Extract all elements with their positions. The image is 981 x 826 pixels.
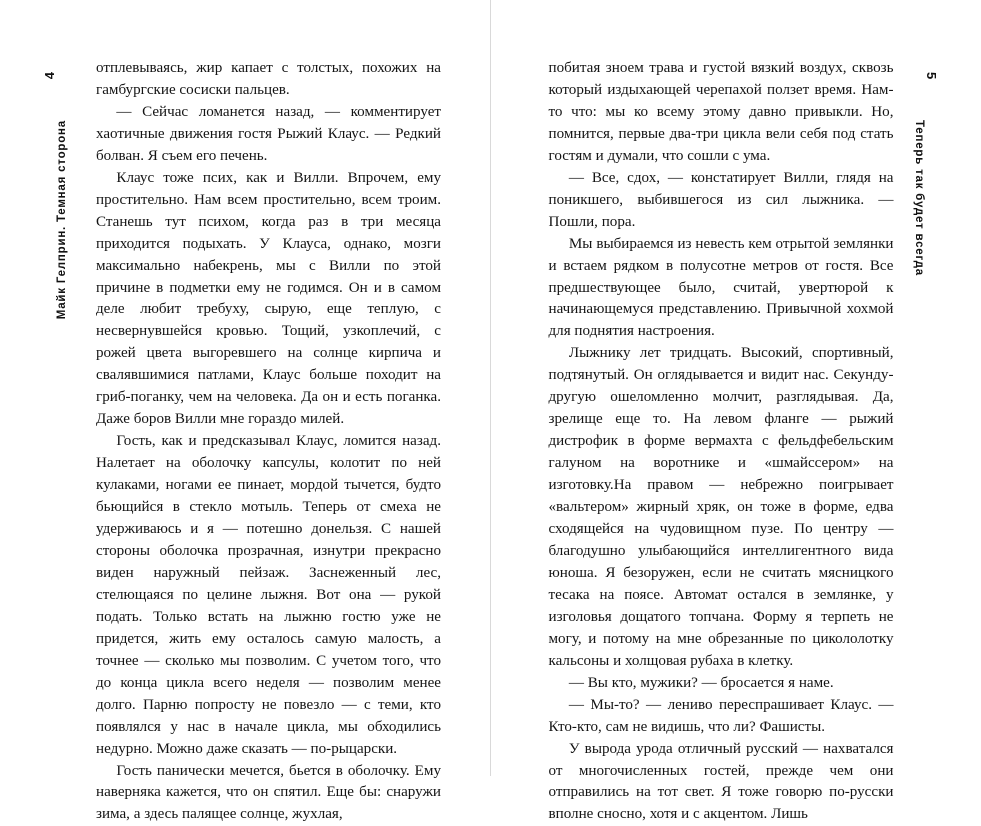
paragraph: — Мы-то? — лениво переспрашивает Клаус. — Кто-кто, сам не видишь, что ли? Фашисты.	[549, 695, 894, 739]
running-head-right	[899, 0, 939, 776]
page-right	[491, 0, 981, 776]
paragraph: — Все, сдох, — констатирует Вилли, глядя на поникшего, выбившегося из сил лыжника. — Пошли, пора.	[549, 168, 894, 234]
paragraph: — Вы кто, мужики? — бросается я наме.	[549, 673, 894, 695]
paragraph: Клаус тоже псих, как и Вилли. Впрочем, ему простительно. Нам всем простительно, всем троим. Станешь тут психом, когда раз в три месяца приходится подыхать. У Клауса, однако, мозги максимально набекрень, мы с Вилли по этой причине в подметки ему не годимся. Он и в самом деле любит требуху, сырую, еще теплую, с несвернувшейся кровью. Тощий, узкоплечий, с рожей цвета выгоревшего на солнце кирпича и свалявшимися патлами, Клаус больше походит на гриб-поганку, чем на человека. Да он и есть поганка. Даже боров Вилли мне гораздо милей.	[96, 168, 441, 431]
paragraph: отплевываясь, жир капает с толстых, похожих на гамбургские сосиски пальцев.	[96, 58, 441, 102]
paragraph: Гость, как и предсказывал Клаус, ломится назад. Налетает на оболочку капсулы, колотит по ней кулаками, ногами ее пинает, мордой тычется, будто бьющийся в стекло мотыль. Теперь от смеха не удерживаюсь и я — потешно донельзя. С нашей стороны оболочка прозрачная, изнутри прекрасно виден наружный пейзаж. Заснеженный лес, стелющаяся по целине лыжня. Вот она — рукой подать. Только встать на лыжню гостю уже не придется, жить ему осталось самую малость, а точнее — сколько мы позволим. С учетом того, что до конца цикла всего неделя — позволим менее долго. Парню попросту не повезло — с теми, кто появлялся у нас в начале цикла, мы обходились недурно. Можно даже сказать — по-рыцарски.	[96, 431, 441, 760]
paragraph: У вырода урода отличный русский — нахватался от многочисленных гостей, прежде чем они отправились на тот свет. Я тоже говорю по-русски вполне сносно, хотя и с акцентом. Лишь	[549, 739, 894, 826]
running-head-right-text: Теперь так будет всегда	[913, 120, 925, 276]
page-number-left: 4	[42, 72, 57, 79]
page-number-right: 5	[924, 72, 939, 79]
running-head-left	[42, 0, 82, 776]
body-text-left	[96, 58, 441, 826]
paragraph: Мы выбираемся из невесть кем отрытой землянки и встаем рядком в полусотне метров от гостя. Все предшествующее было, считай, увертюрой к начинающемуся представлению. Привычной хохмой для поднятия настроения.	[549, 234, 894, 344]
paragraph: Гость панически мечется, бьется в оболочку. Ему наверняка кажется, что он спятил. Еще бы: снаружи зима, а здесь палящее солнце, жухлая,	[96, 761, 441, 826]
paragraph: Лыжнику лет тридцать. Высокий, спортивный, подтянутый. Он оглядывается и видит нас. Секунду-другую ошеломленно молчит, разглядывая. Да, зрелище еще то. На левом фланге — рыжий дистрофик в форме вермахта с фельдфебельским галуном на воротнике и «шмайссером» на изготовку.На правом — небрежно поигрывает «вальтером» жирный хряк, он тоже в форме, едва сходящейся на чудовищном пузе. По центру — благодушно улыбающийся интеллигентного вида юноша. Я безоружен, если не считать мясницкого тесака на поясе. Автомат остался в землянке, у изголовья дощатого топчана. Форму я терпеть не могу, и потому на мне обрезанные по цикололотку кальсоны и холщовая рубаха в клетку.	[549, 343, 894, 672]
page-left	[0, 0, 491, 776]
paragraph: побитая зноем трава и густой вязкий воздух, сквозь который издыхающей черепахой ползет время. Нам-то что: мы ко всему этому давно привыкли. Но, помнится, первые два-три цикла вели себя под стать гостям и думали, что сошли с ума.	[549, 58, 894, 168]
running-head-left-text: Майк Гелприн. Темная сторона	[56, 120, 68, 319]
body-text-right	[549, 58, 894, 826]
paragraph: — Сейчас ломанется назад, — комментирует хаотичные движения гостя Рыжий Клаус. — Редкий болван. Я съем его печень.	[96, 102, 441, 168]
